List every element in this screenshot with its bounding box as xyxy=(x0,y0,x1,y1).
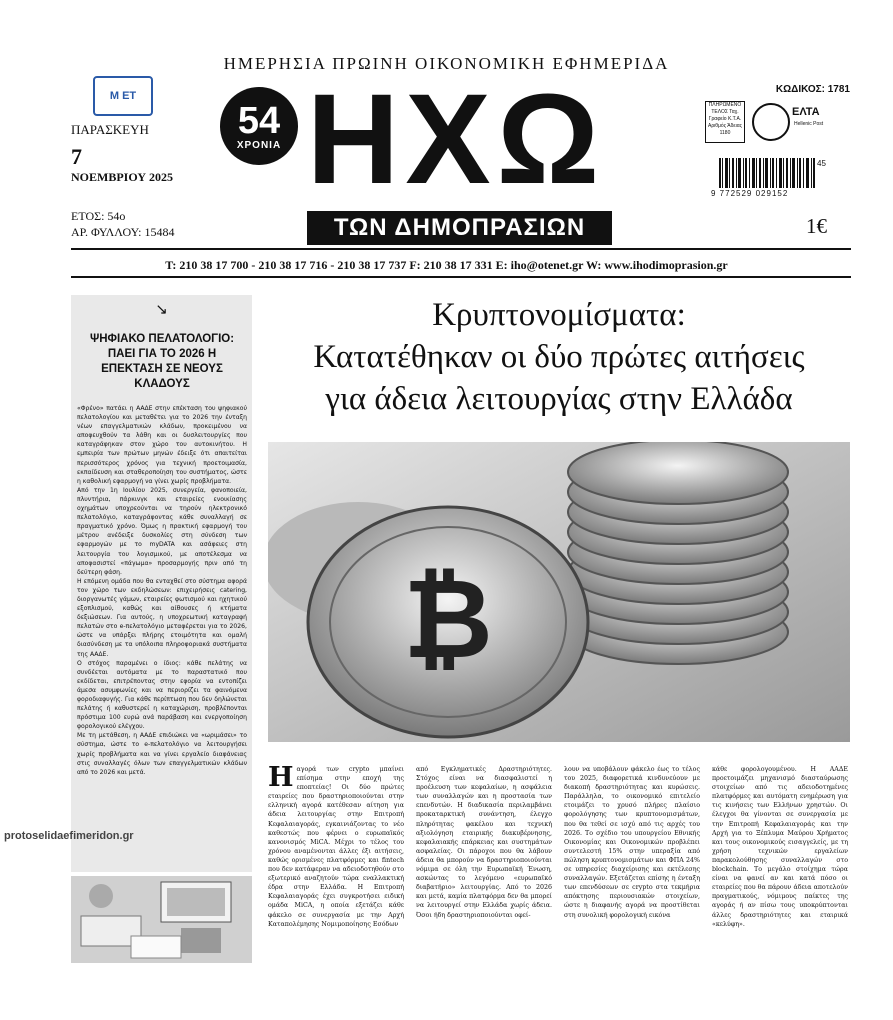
contact-line: T: 210 38 17 700 - 210 38 17 716 - 210 38 17 737 F: 210 38 17 331 E: iho@otenet.gr W: www.ihodimoprasion.gr xyxy=(165,258,728,272)
sidebar-headline: ΨΗΦΙΑΚΟ ΠΕΛΑΤΟΛΟΓΙΟ: ΠΑΕΙ ΓΙΑ ΤΟ 2026 Η ΕΠΕΚΤΑΣΗ ΣΕ ΝΕΟΥΣ ΚΛΑΔΟΥΣ xyxy=(89,333,235,390)
postal-sub: Hellenic Post xyxy=(794,121,824,127)
sidebar-paragraph: Με τη μετάθεση, η ΑΑΔΕ επιδιώκει να «ωριμάσει» το σύστημα, ώστε το e-πελατολόγιο να λειτουργήσει χωρίς προβλήματα και να γίνει εργαλείο διαφάνειας στις συναλλαγές όλων των επαγγελματικών κλάδων από το 2026 και μετά. xyxy=(77,732,247,776)
article-text: από Εγκληματικές Δραστηριότητες. Στόχος είναι να διασφαλιστεί η προέλευση των κεφαλαίων, η ασφάλεια των συναλλαγών και η προστασία των επενδυτών. Η διαδικασία περιλαμβάνει προκαταρκτική συνάντηση, έλεγχο πληρότητας φακέλου και τεχνική αξιολόγηση εταιρικής διακυβέρνησης, κεφαλαιακής επάρκειας και συστημάτων ασφαλείας. Οι πάροχοι που θα λάβουν άδεια θα μπορούν να δραστηριοποιούνται νόμιμα σε όλη την Ευρωπαϊκή Ένωση, ασκώντας το λεγόμενο «ευρωπαϊκό διαβατήριο» λειτουργίας. Από το 2026 και μετά, καμία πλατφόρμα δεν θα μπορεί να λειτουργεί στην Ελλάδα χωρίς άδεια. Όσοι ήδη δραστηριοποιούνται οφεί- xyxy=(416,766,552,919)
article-column xyxy=(416,765,552,929)
headline-line: για άδεια λειτουργίας στην Ελλάδα xyxy=(325,381,793,417)
article-text: αγορά των crypto μπαίνει επίσημα στην εποχή της εποπτείας! Οι δύο πρώτες εταιρείες που δραστηριοποιούνται στην ελληνική αγορά κατέθεσαν αίτηση για άδεια λειτουργίας στην Επιτροπή Κεφαλαιαγοράς, εγκαινιάζοντας το νέο καθεστώς που φέρνει ο ευρωπαϊκός κανονισμός MiCA. Μέχρι το τέλος του χρόνου αναμένονται άλλες έξι αιτήσεις, καθώς ορισμένες πλατφόρμες και fintech που δεν κατάφεραν να αδειοδοτηθούν στο εξωτερικό αναζητούν τώρα εναλλακτική έδρα στην Ελλάδα. Η Επιτροπή Κεφαλαιαγοράς έχει συγκροτήσει ειδική ομάδα MiCA, η οποία εξετάζει κάθε φάκελο σε συνεργασία με την Αρχή Καταπολέμησης Νομιμοποίησης Εσόδων xyxy=(268,766,404,928)
month-year: ΝΟΕΜΒΡΙΟΥ 2025 xyxy=(71,170,174,184)
masthead-subtitle: ΤΩΝ ΔΗΜΟΠΡΑΣΙΩΝ xyxy=(307,211,612,245)
office-photo xyxy=(71,876,252,963)
barcode-issue: 45 xyxy=(817,159,826,168)
anniversary-label: ΧΡΟΝΙΑ xyxy=(236,139,282,151)
year-label: ΕΤΟΣ: 54ο xyxy=(71,209,126,223)
arrow-icon: ↘ xyxy=(155,302,168,318)
bitcoin-photo xyxy=(268,442,850,742)
barcode-number: 9 772529 029152 xyxy=(711,189,789,198)
sidebar-paragraph: Ο στόχος παραμένει ο ίδιος: κάθε πελάτης να συνδέεται αυτόματα με το παραστατικό που εκδίδεται, επιτρέποντας στην εφορία να εντοπίζει άμεσα ασυμφωνίες και να περιορίζει τα φαινόμενα φοροδιαφυγής. Για κάθε περίπτωση που δεν δηλώνεται πελάτης ή καθυστερεί η καταχώριση, προβλέπονται πρόστιμα 100 ευρώ ανά παράβαση και ενεργοποίηση φορολογικού ελέγχου. xyxy=(77,659,247,731)
article-headline xyxy=(268,294,850,420)
issue-label: ΑΡ. ΦΥΛΛΟΥ: 15484 xyxy=(71,225,175,239)
day-name: ΠΑΡΑΣΚΕΥΗ xyxy=(71,122,149,137)
postal-brand: ΕΛΤΑ xyxy=(792,106,820,118)
divider xyxy=(71,248,851,250)
day-number: 7 xyxy=(71,144,82,169)
divider xyxy=(71,276,851,278)
seal-icon xyxy=(752,103,790,141)
sidebar-paragraph: Από την 1η Ιουλίου 2025, συνεργεία, φανοποιεία, πλυντήρια, πάρκινγκ και εταιρείες ενοικίασης οχημάτων υποχρεούνται να τηρούν ηλεκτρονικό πελατολόγιο, καταγράφοντας κάθε συναλλαγή σε πραγματικό χρόνο. Όμως η πρακτική εφαρμογή του μέτρου ανέδειξε δυσκολίες στη σύνδεση των εφαρμογών με το myDATA και ασάφειες στη λειτουργία του λογισμικού, με αποτέλεσμα να αποφασιστεί «πάγωμα» προσαρμογής πριν από τη δεύτερη φάση. xyxy=(77,486,247,576)
price: 1€ xyxy=(806,214,827,238)
dropcap: Η xyxy=(268,762,294,793)
article-column xyxy=(268,762,404,929)
sidebar-paragraph: «Φρένο» πατάει η ΑΑΔΕ στην επέκταση του ψηφιακού πελατολογίου και μεταθέτει για το 2026 την ένταξη νέων επαγγελματικών κλάδων, προκειμένου να αποφευχθούν τα λάθη και οι δυσλειτουργίες που καταγράφηκαν στον χώρο του αυτοκινήτου. Η εμπειρία των πρώτων μηνών έδειξε ότι απαιτείται περισσότερος χρόνος για τεχνική προετοιμασία, εκπαίδευση και σταθεροποίηση του συστήματος, ώστε η καθολική εφαρμογή να γίνει χωρίς προβλήματα. xyxy=(77,405,247,485)
postage-stamp: ΠΛΗΡΩΜΕΝΟ ΤΕΛΟΣ Ταχ. Γραφείο Κ.Τ.Α. Αριθμός Άδειας 1180 xyxy=(705,101,745,143)
masthead: ΗΧΩ xyxy=(306,68,606,211)
headline-line: Κρυπτονομίσματα: xyxy=(432,297,686,333)
sidebar-body xyxy=(77,404,247,777)
barcode-icon xyxy=(719,158,815,188)
watermark: protoselidaefimeridon.gr xyxy=(4,830,134,842)
sidebar-paragraph: Η επόμενη ομάδα που θα ενταχθεί στο σύστημα αφορά τον χώρο των εκδηλώσεων: επιχειρήσεις catering, διοργανωτές γάμων, εταιρείες φωτισμού και ηχητικού εξοπλισμού, καθώς και αίθουσες ή κτήματα δεξιώσεων. Για αυτούς, η υποχρεωτική καταγραφή πελατών στο e-πελατολόγιο μεταφέρεται για το 2026, ώστε να υπάρξει πλήρης ετοιμότητα και ομαλή διασύνδεση με τα υπόλοιπα πληροφοριακά συστήματα της ΑΑΔΕ. xyxy=(77,577,247,658)
svg-text:₿: ₿ xyxy=(403,555,493,683)
tagline: ΗΜΕΡΗΣΙΑ ΠΡΩΙΝΗ ΟΙΚΟΝΟΜΙΚΗ ΕΦΗΜΕΡΙΔΑ xyxy=(223,54,670,73)
newspaper-code: ΚΩΔΙΚΟΣ: 1781 xyxy=(775,84,850,95)
anniversary-badge xyxy=(220,87,298,165)
anniversary-number: 54 xyxy=(237,99,281,142)
article-columns xyxy=(268,762,850,929)
headline-line: Κατατέθηκαν οι δύο πρώτες αιτήσεις xyxy=(313,339,805,375)
publisher-logo: M ET xyxy=(93,76,153,116)
article-text: κάθε φορολογουμένου. Η ΑΑΔΕ προετοιμάζει μηχανισμό διασταύρωσης στοιχείων από τις αδειοδοτημένες πλατφόρμες και αυτόματη ενημέρωση για τις κινήσεις των Ελλήνων χρηστών. Οι έλεγχοι θα γίνονται σε συνεργασία με την Επιτροπή Κεφαλαιαγοράς και την Αρχή για το Ξέπλυμα Μαύρου Χρήματος και τους οικονομικούς εισαγγελείς, με τη χρήση τεχνικών εργαλείων παρακολούθησης συναλλαγών στο blockchain. Το μεγάλο στοίχημα τώρα είναι να φανεί αν και κατά πόσο οι εταιρείες που θα πάρουν άδεια αποτελούν πραγματικούς, νόμιμους παίκτες της αγοράς ή αν πίσω τους υποκρύπτονται άλλες δραστηριότητες και εταιρικά «κελύφη». xyxy=(712,766,848,928)
article-text: λουν να υποβάλουν φάκελο έως το τέλος του 2025, διαφορετικά κινδυνεύουν με διακοπή δραστηριότητας και κυρώσεις. Παράλληλα, το οικονομικό επιτελείο ετοιμάζει το χρυσό πλήρες πλαίσιο φορολόγησης των κρυπτονομισμάτων, που θα τεθεί σε ισχύ από τις αρχές του 2026. Το σχέδιο του υπουργείου Εθνικής Οικονομίας και Οικονομικών προβλέπει συντελεστή 15% στην υπεραξία από πώληση κρυπτονομισμάτων και ΦΠΑ 24% σε υπηρεσίες διαχείρισης και εκτέλεσης συναλλαγών. Εξετάζεται επίσης η ένταξη των επενδύσεων σε crypto στα τεκμήρια απόκτησης περιουσιακών στοιχείων, ώστε η διαφανής αγορά να προστίθεται στη συνολική φορολογική εικόνα xyxy=(564,766,700,919)
article-column xyxy=(564,765,700,929)
article-column xyxy=(712,765,848,929)
